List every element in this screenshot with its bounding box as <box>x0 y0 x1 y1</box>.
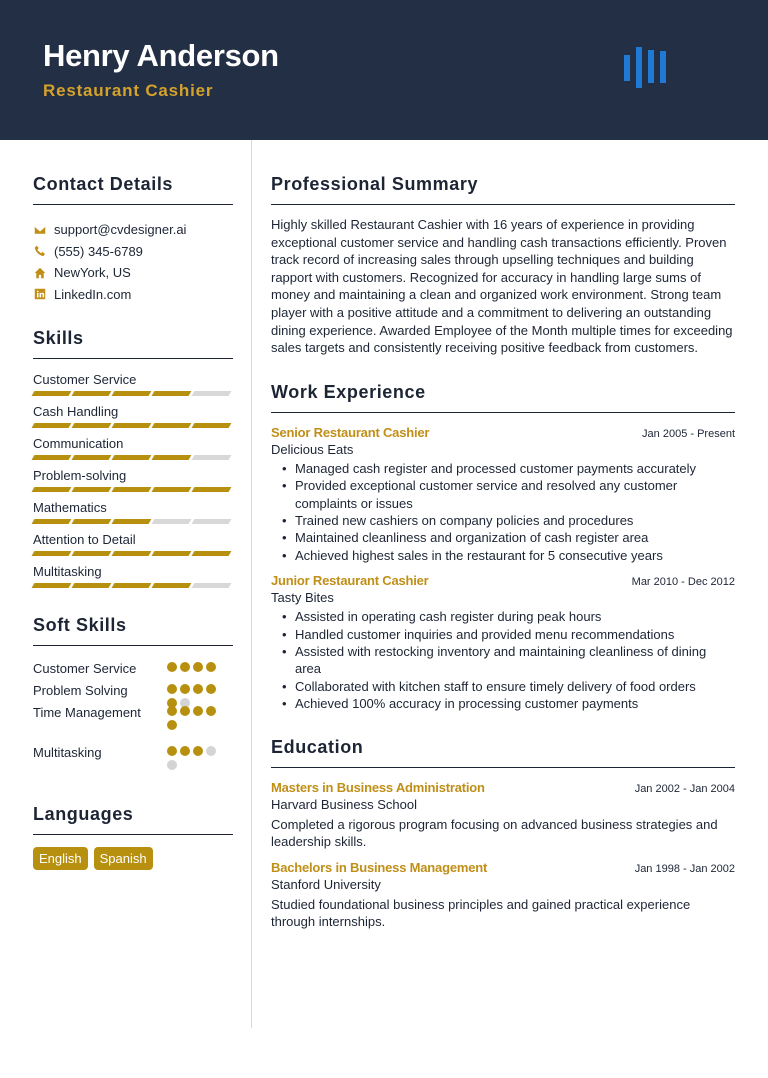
skill-meter <box>33 519 230 524</box>
skill-meter-segment <box>112 487 152 492</box>
rating-dot <box>206 706 216 716</box>
skill-meter-segment <box>192 487 232 492</box>
skill-meter-segment <box>112 455 152 460</box>
soft-skill-item <box>33 682 233 704</box>
skill-meter-segment <box>32 551 72 556</box>
rating-dot <box>167 662 177 672</box>
list-item: • Managed cash register and processed customer payments accurately <box>295 460 735 477</box>
skill-meter-segment <box>192 455 232 460</box>
rating-dot <box>206 746 216 756</box>
skill-meter-segment <box>152 391 192 396</box>
school-name: Harvard Business School <box>271 796 417 812</box>
contact-linkedin[interactable]: LinkedIn.com <box>33 284 233 306</box>
soft-skill-name: Time Management <box>33 705 141 720</box>
job-bullets <box>295 608 735 712</box>
skill-meter-segment <box>192 583 232 588</box>
skill-name: Multitasking <box>33 564 102 579</box>
skill-name: Problem-solving <box>33 468 127 483</box>
contact-location: NewYork, US <box>33 262 233 284</box>
school-name: Stanford University <box>271 876 381 892</box>
rating-dot <box>193 662 203 672</box>
skills-title: Skills <box>33 328 233 359</box>
skill-meter-segment <box>112 551 152 556</box>
skill-item <box>33 464 233 496</box>
education-section <box>271 737 735 931</box>
skill-meter-segment <box>112 583 152 588</box>
linkedin-icon <box>33 288 46 301</box>
skill-meter <box>33 423 230 428</box>
skill-item <box>33 400 233 432</box>
resume-header <box>0 0 768 140</box>
skill-item <box>33 368 233 400</box>
experience-title: Work Experience <box>271 382 735 413</box>
degree-title: Masters in Business Administration <box>271 779 485 795</box>
skill-meter-segment <box>152 455 192 460</box>
soft-skill-rating <box>167 662 223 672</box>
skill-meter-segment <box>152 551 192 556</box>
job-company: Delicious Eats <box>271 441 354 457</box>
skill-meter-segment <box>152 583 192 588</box>
skills-section <box>33 328 233 592</box>
skill-meter-segment <box>32 455 72 460</box>
rating-dot <box>180 706 190 716</box>
skill-meter-segment <box>72 487 112 492</box>
skill-meter-segment <box>32 583 72 588</box>
skill-meter-segment <box>72 391 112 396</box>
soft-skills-section <box>33 615 233 786</box>
education-desc: Completed a rigorous program focusing on advanced business strategies and leadership skills. <box>271 816 718 850</box>
job-date: Jan 2005 - Present <box>642 427 735 440</box>
skill-meter <box>33 583 230 588</box>
skill-meter-segment <box>32 391 72 396</box>
list-item: • Achieved highest sales in the restaurant for 5 consecutive years <box>295 547 735 564</box>
soft-skill-item <box>33 744 233 786</box>
soft-skill-name: Problem Solving <box>33 683 128 698</box>
list-item: • Maintained cleanliness and organization of cash register area <box>295 529 735 546</box>
experience-section <box>271 382 735 713</box>
job-bullets <box>295 460 735 564</box>
column-divider <box>251 140 252 1028</box>
rating-dot <box>167 684 177 694</box>
languages-section <box>33 804 233 870</box>
job-company: Tasty Bites <box>271 590 334 606</box>
list-item: • Provided exceptional customer service and resolved any customer complaints or issues <box>295 477 735 512</box>
left-column <box>33 140 233 870</box>
skill-meter-segment <box>192 391 232 396</box>
skill-meter-segment <box>112 423 152 428</box>
contact-section <box>33 174 233 305</box>
rating-dot <box>206 684 216 694</box>
list-item: • Handled customer inquiries and provided menu recommendations <box>295 626 735 643</box>
rating-dot <box>167 746 177 756</box>
skill-name: Cash Handling <box>33 404 119 419</box>
skills-list <box>33 368 233 592</box>
rating-dot <box>167 720 177 730</box>
languages-title: Languages <box>33 804 233 835</box>
skill-name: Attention to Detail <box>33 532 136 547</box>
skill-meter-segment <box>152 423 192 428</box>
soft-skill-item <box>33 704 233 744</box>
skill-meter <box>33 391 230 396</box>
skill-name: Communication <box>33 436 124 451</box>
skill-meter-segment <box>72 583 112 588</box>
language-badge: Spanish <box>94 847 153 870</box>
skill-meter-segment <box>72 455 112 460</box>
rating-dot <box>180 662 190 672</box>
job-entry <box>271 573 735 712</box>
skill-meter-segment <box>32 423 72 428</box>
summary-text: Highly skilled Restaurant Cashier with 16 years of experience in providing exceptional customer service and handling cash transactions efficiently. Proven track record of increasing sales through upselling techniques and building rapport with customers. Recognized for accuracy in handling large sums of money and maintaining a clean and organized work environment. Strong team player with a positive attitude and a commitment to delivering an outstanding dining experience. Awarded Employee of the Month multiple times for exceeding sales targets and consistently receiving positive feedback from customers. <box>271 217 733 356</box>
skill-name: Mathematics <box>33 500 107 515</box>
skill-meter <box>33 487 230 492</box>
list-item: • Collaborated with kitchen staff to ensure timely delivery of food orders <box>295 678 735 695</box>
soft-skills-list <box>33 660 233 786</box>
skill-meter-segment <box>72 551 112 556</box>
degree-title: Bachelors in Business Management <box>271 859 488 875</box>
contact-phone[interactable]: (555) 345-6789 <box>33 241 233 263</box>
contact-list <box>33 219 233 305</box>
skill-item <box>33 496 233 528</box>
rating-dot <box>180 746 190 756</box>
candidate-name: Henry Anderson <box>43 38 279 73</box>
job-title: Junior Restaurant Cashier <box>271 573 429 589</box>
skill-name: Customer Service <box>33 372 137 387</box>
soft-skill-name: Multitasking <box>33 745 102 760</box>
contact-email[interactable]: support@cvdesigner.ai <box>33 219 233 241</box>
skill-meter-segment <box>192 519 232 524</box>
rating-dot <box>193 746 203 756</box>
skill-meter-segment <box>112 391 152 396</box>
skill-meter-segment <box>72 519 112 524</box>
list-item: • Assisted in operating cash register during peak hours <box>295 608 735 625</box>
skill-meter <box>33 455 230 460</box>
rating-dot <box>167 760 177 770</box>
skill-meter-segment <box>72 423 112 428</box>
education-date: Jan 1998 - Jan 2002 <box>634 862 735 875</box>
soft-skill-name: Customer Service <box>33 661 137 676</box>
education-title: Education <box>271 737 735 768</box>
skill-meter-segment <box>112 519 152 524</box>
right-column <box>271 140 735 931</box>
rating-dot <box>193 706 203 716</box>
rating-dot <box>206 662 216 672</box>
summary-title: Professional Summary <box>271 174 735 205</box>
skill-item <box>33 560 233 592</box>
education-entry <box>271 780 735 851</box>
bar-logo-icon <box>624 47 668 89</box>
skill-meter-segment <box>192 423 232 428</box>
skill-item <box>33 432 233 464</box>
job-title: Senior Restaurant Cashier <box>271 424 430 440</box>
list-item: • Trained new cashiers on company policies and procedures <box>295 512 735 529</box>
job-entry <box>271 425 735 564</box>
skill-item <box>33 528 233 560</box>
contact-title: Contact Details <box>33 174 233 205</box>
skill-meter <box>33 551 230 556</box>
list-item: • Assisted with restocking inventory and maintaining cleanliness of dining area <box>295 643 735 678</box>
soft-skills-title: Soft Skills <box>33 615 233 646</box>
skill-meter-segment <box>152 519 192 524</box>
language-badge: English <box>33 847 88 870</box>
skill-meter-segment <box>192 551 232 556</box>
rating-dot <box>180 684 190 694</box>
phone-icon <box>33 245 46 258</box>
education-desc: Studied foundational business principles and gained practical experience through internships. <box>271 896 691 930</box>
languages-list <box>33 847 233 870</box>
skill-meter-segment <box>152 487 192 492</box>
job-date: Mar 2010 - Dec 2012 <box>631 576 735 589</box>
skill-meter-segment <box>32 519 72 524</box>
education-entry <box>271 860 735 931</box>
skill-meter-segment <box>32 487 72 492</box>
soft-skill-rating <box>167 746 223 770</box>
candidate-role: Restaurant Cashier <box>43 81 214 100</box>
list-item: • Achieved 100% accuracy in processing customer payments <box>295 695 735 712</box>
rating-dot <box>193 684 203 694</box>
education-date: Jan 2002 - Jan 2004 <box>634 782 735 795</box>
envelope-icon <box>33 223 46 236</box>
soft-skill-rating <box>167 706 223 730</box>
summary-section <box>271 174 735 357</box>
rating-dot <box>167 706 177 716</box>
home-icon <box>33 266 46 279</box>
soft-skill-item <box>33 660 233 682</box>
